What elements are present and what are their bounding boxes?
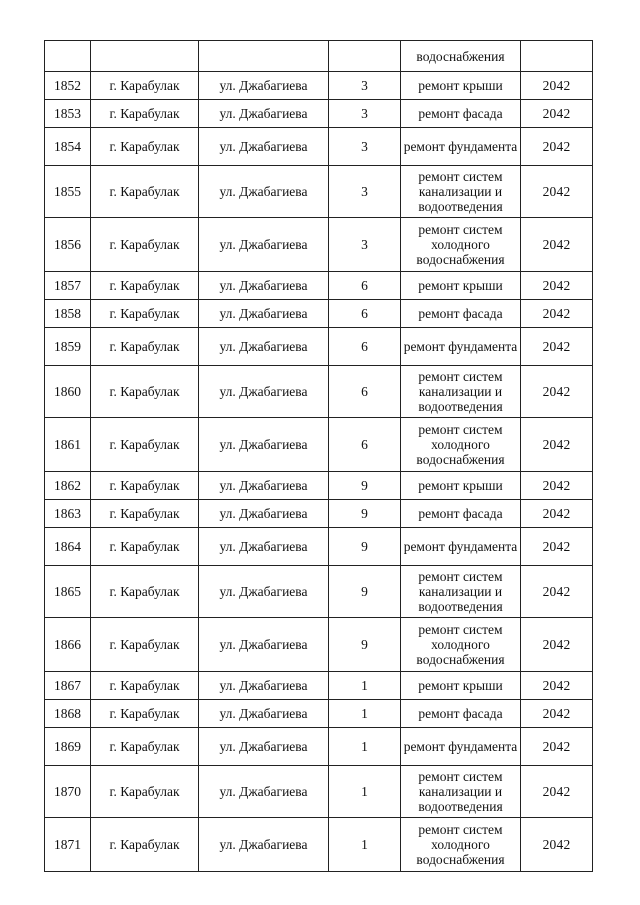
cell-house: 3 bbox=[329, 72, 401, 100]
cell-num: 1860 bbox=[45, 366, 91, 418]
table-row bbox=[45, 618, 593, 672]
cell-street: ул. Джабагиева bbox=[199, 618, 329, 672]
cell-house: 6 bbox=[329, 328, 401, 366]
cell-work: ремонт фасада bbox=[401, 300, 521, 328]
cell-year: 2042 bbox=[521, 128, 593, 166]
cell-work: ремонт систем холодного водоснабжения bbox=[401, 618, 521, 672]
table-row bbox=[45, 128, 593, 166]
cell-num: 1856 bbox=[45, 218, 91, 272]
cell-house: 6 bbox=[329, 272, 401, 300]
cell-house: 6 bbox=[329, 366, 401, 418]
table-row bbox=[45, 500, 593, 528]
cell-street: ул. Джабагиева bbox=[199, 72, 329, 100]
cell-work: ремонт фундамента bbox=[401, 528, 521, 566]
cell-num: 1866 bbox=[45, 618, 91, 672]
cell-year: 2042 bbox=[521, 472, 593, 500]
cell-num: 1869 bbox=[45, 728, 91, 766]
cell-house: 9 bbox=[329, 500, 401, 528]
cell-year: 2042 bbox=[521, 500, 593, 528]
cell-year: 2042 bbox=[521, 766, 593, 818]
cell-num: 1859 bbox=[45, 328, 91, 366]
cell-street: ул. Джабагиева bbox=[199, 728, 329, 766]
cell-year: 2042 bbox=[521, 418, 593, 472]
cell-work: ремонт крыши bbox=[401, 672, 521, 700]
cell-street bbox=[199, 41, 329, 72]
cell-work: ремонт фасада bbox=[401, 100, 521, 128]
cell-city: г. Карабулак bbox=[91, 272, 199, 300]
cell-house: 1 bbox=[329, 818, 401, 872]
cell-house: 1 bbox=[329, 728, 401, 766]
cell-year: 2042 bbox=[521, 566, 593, 618]
cell-street: ул. Джабагиева bbox=[199, 366, 329, 418]
cell-year: 2042 bbox=[521, 528, 593, 566]
cell-year: 2042 bbox=[521, 818, 593, 872]
cell-work: водоснабжения bbox=[401, 41, 521, 72]
cell-city: г. Карабулак bbox=[91, 418, 199, 472]
cell-num: 1854 bbox=[45, 128, 91, 166]
cell-city: г. Карабулак bbox=[91, 500, 199, 528]
cell-city: г. Карабулак bbox=[91, 366, 199, 418]
cell-num: 1868 bbox=[45, 700, 91, 728]
cell-city: г. Карабулак bbox=[91, 166, 199, 218]
cell-year: 2042 bbox=[521, 328, 593, 366]
table-row bbox=[45, 418, 593, 472]
cell-street: ул. Джабагиева bbox=[199, 818, 329, 872]
continuation-row bbox=[45, 41, 593, 72]
cell-num: 1853 bbox=[45, 100, 91, 128]
cell-num: 1863 bbox=[45, 500, 91, 528]
cell-street: ул. Джабагиева bbox=[199, 566, 329, 618]
table-row bbox=[45, 300, 593, 328]
cell-city: г. Карабулак bbox=[91, 528, 199, 566]
cell-year: 2042 bbox=[521, 728, 593, 766]
cell-street: ул. Джабагиева bbox=[199, 528, 329, 566]
cell-city: г. Карабулак bbox=[91, 100, 199, 128]
cell-house: 1 bbox=[329, 672, 401, 700]
cell-city: г. Карабулак bbox=[91, 218, 199, 272]
cell-street: ул. Джабагиева bbox=[199, 418, 329, 472]
table-body bbox=[45, 41, 593, 872]
cell-work: ремонт фасада bbox=[401, 500, 521, 528]
cell-house: 3 bbox=[329, 128, 401, 166]
cell-street: ул. Джабагиева bbox=[199, 300, 329, 328]
cell-street: ул. Джабагиева bbox=[199, 672, 329, 700]
table-row bbox=[45, 528, 593, 566]
table-row bbox=[45, 328, 593, 366]
cell-house: 9 bbox=[329, 566, 401, 618]
cell-house: 6 bbox=[329, 300, 401, 328]
cell-street: ул. Джабагиева bbox=[199, 500, 329, 528]
cell-work: ремонт систем канализации и водоотведения bbox=[401, 366, 521, 418]
cell-city: г. Карабулак bbox=[91, 472, 199, 500]
cell-city: г. Карабулак bbox=[91, 766, 199, 818]
cell-house: 9 bbox=[329, 472, 401, 500]
cell-num: 1852 bbox=[45, 72, 91, 100]
cell-year: 2042 bbox=[521, 166, 593, 218]
cell-num bbox=[45, 41, 91, 72]
cell-year: 2042 bbox=[521, 618, 593, 672]
cell-year: 2042 bbox=[521, 672, 593, 700]
cell-city: г. Карабулак bbox=[91, 672, 199, 700]
cell-work: ремонт фундамента bbox=[401, 728, 521, 766]
cell-street: ул. Джабагиева bbox=[199, 128, 329, 166]
table-row bbox=[45, 166, 593, 218]
cell-num: 1861 bbox=[45, 418, 91, 472]
cell-city: г. Карабулак bbox=[91, 128, 199, 166]
cell-work: ремонт систем канализации и водоотведения bbox=[401, 766, 521, 818]
cell-street: ул. Джабагиева bbox=[199, 766, 329, 818]
cell-street: ул. Джабагиева bbox=[199, 100, 329, 128]
cell-house: 1 bbox=[329, 700, 401, 728]
cell-year: 2042 bbox=[521, 272, 593, 300]
cell-street: ул. Джабагиева bbox=[199, 700, 329, 728]
cell-house: 3 bbox=[329, 166, 401, 218]
table-row bbox=[45, 818, 593, 872]
cell-street: ул. Джабагиева bbox=[199, 218, 329, 272]
cell-num: 1870 bbox=[45, 766, 91, 818]
cell-house: 3 bbox=[329, 218, 401, 272]
cell-work: ремонт крыши bbox=[401, 72, 521, 100]
cell-work: ремонт фундамента bbox=[401, 328, 521, 366]
cell-street: ул. Джабагиева bbox=[199, 272, 329, 300]
cell-num: 1857 bbox=[45, 272, 91, 300]
cell-city: г. Карабулак bbox=[91, 72, 199, 100]
repair-schedule-table bbox=[44, 40, 593, 872]
cell-city: г. Карабулак bbox=[91, 818, 199, 872]
cell-house bbox=[329, 41, 401, 72]
cell-work: ремонт систем холодного водоснабжения bbox=[401, 818, 521, 872]
cell-year: 2042 bbox=[521, 100, 593, 128]
cell-house: 1 bbox=[329, 766, 401, 818]
cell-year: 2042 bbox=[521, 366, 593, 418]
table-row bbox=[45, 100, 593, 128]
table-row bbox=[45, 72, 593, 100]
table-row bbox=[45, 472, 593, 500]
cell-city: г. Карабулак bbox=[91, 728, 199, 766]
cell-work: ремонт систем холодного водоснабжения bbox=[401, 218, 521, 272]
cell-num: 1858 bbox=[45, 300, 91, 328]
cell-work: ремонт крыши bbox=[401, 472, 521, 500]
cell-city: г. Карабулак bbox=[91, 700, 199, 728]
cell-num: 1864 bbox=[45, 528, 91, 566]
table-row bbox=[45, 366, 593, 418]
cell-year: 2042 bbox=[521, 300, 593, 328]
table-row bbox=[45, 218, 593, 272]
table-row bbox=[45, 728, 593, 766]
cell-num: 1871 bbox=[45, 818, 91, 872]
cell-year bbox=[521, 41, 593, 72]
table-row bbox=[45, 272, 593, 300]
cell-year: 2042 bbox=[521, 700, 593, 728]
table-row bbox=[45, 700, 593, 728]
cell-work: ремонт систем канализации и водоотведения bbox=[401, 566, 521, 618]
cell-house: 6 bbox=[329, 418, 401, 472]
cell-city bbox=[91, 41, 199, 72]
cell-house: 9 bbox=[329, 618, 401, 672]
cell-work: ремонт фасада bbox=[401, 700, 521, 728]
cell-street: ул. Джабагиева bbox=[199, 328, 329, 366]
cell-work: ремонт систем канализации и водоотведения bbox=[401, 166, 521, 218]
cell-work: ремонт крыши bbox=[401, 272, 521, 300]
cell-city: г. Карабулак bbox=[91, 328, 199, 366]
cell-year: 2042 bbox=[521, 218, 593, 272]
cell-num: 1867 bbox=[45, 672, 91, 700]
cell-street: ул. Джабагиева bbox=[199, 166, 329, 218]
table-row bbox=[45, 566, 593, 618]
cell-num: 1862 bbox=[45, 472, 91, 500]
table-row bbox=[45, 766, 593, 818]
cell-house: 3 bbox=[329, 100, 401, 128]
cell-city: г. Карабулак bbox=[91, 300, 199, 328]
cell-year: 2042 bbox=[521, 72, 593, 100]
cell-street: ул. Джабагиева bbox=[199, 472, 329, 500]
cell-house: 9 bbox=[329, 528, 401, 566]
cell-work: ремонт фундамента bbox=[401, 128, 521, 166]
cell-city: г. Карабулак bbox=[91, 618, 199, 672]
table-row bbox=[45, 672, 593, 700]
cell-work: ремонт систем холодного водоснабжения bbox=[401, 418, 521, 472]
cell-num: 1855 bbox=[45, 166, 91, 218]
cell-num: 1865 bbox=[45, 566, 91, 618]
cell-city: г. Карабулак bbox=[91, 566, 199, 618]
